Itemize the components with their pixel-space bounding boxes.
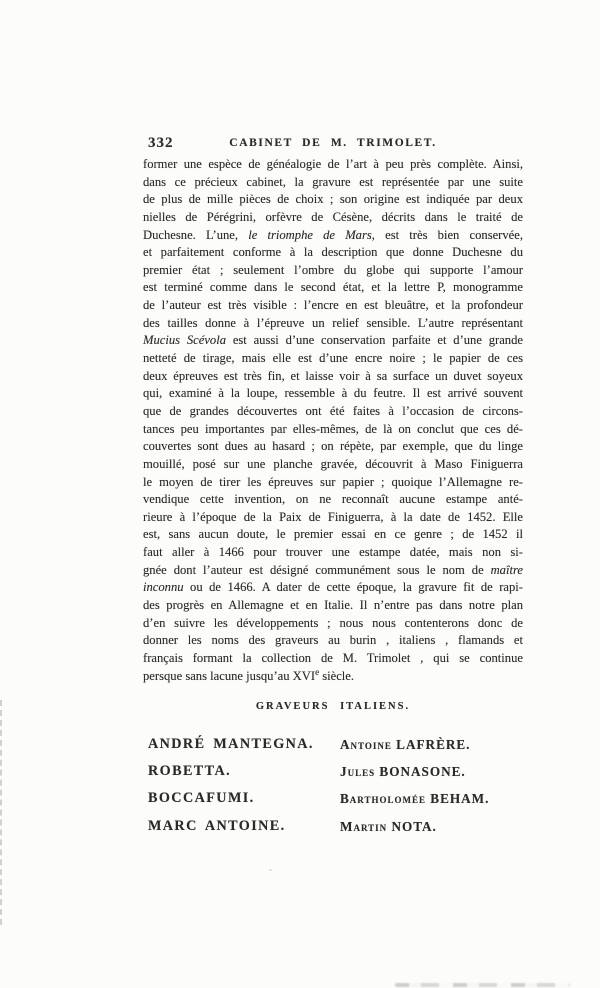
engraver-name xyxy=(340,731,489,758)
text-line xyxy=(143,456,523,474)
text-line xyxy=(143,650,523,668)
engraver-name xyxy=(340,758,489,785)
text-segment: est, sans aucun doute, le premier essai en ce genre ; de 1452 il xyxy=(143,527,523,542)
text-line xyxy=(143,227,523,245)
text-line xyxy=(143,474,523,492)
engravers-column-left xyxy=(148,731,314,840)
engraver-surname: NOTA. xyxy=(391,818,437,834)
text-segment: dans ce précieux cabinet, la gravure est représentée par une suite xyxy=(143,174,523,189)
text-line xyxy=(143,385,523,403)
text-segment: persque sans lacune jusqu’au XVI xyxy=(143,668,316,683)
superscript-text: e xyxy=(315,666,320,677)
text-line xyxy=(143,262,523,280)
engraver-name: MARC ANTOINE. xyxy=(148,817,286,834)
text-segment: netteté de tirage, mais elle est d’une encre noire ; le papier de ces xyxy=(143,351,523,366)
text-line xyxy=(143,668,523,686)
engraver-name: ANDRÉ MANTEGNA. xyxy=(148,736,314,752)
engraver-given-name: Antoine xyxy=(340,737,397,752)
italic-text: maître xyxy=(490,562,523,577)
engraver-surname: LAFRÈRE. xyxy=(396,737,471,752)
text-segment: , est très bien conservée, xyxy=(371,227,523,242)
engraver-name xyxy=(340,785,489,812)
scan-binding-marks xyxy=(0,700,2,925)
running-header xyxy=(143,135,523,155)
text-segment: couvertes sont dues au hasard ; on répète, par exemple, que du linge xyxy=(143,439,523,454)
text-segment: français formant la collection de M. Trimolet , qui se continue xyxy=(143,650,523,665)
text-line xyxy=(143,615,523,633)
text-segment: que de grandes découvertes ont été faites à l’occasion de circons- xyxy=(143,403,523,418)
text-line xyxy=(143,438,523,456)
italic-text: inconnu xyxy=(143,580,184,595)
text-line xyxy=(143,421,523,439)
italic-text: le triomphe de Mars xyxy=(248,227,372,242)
text-line xyxy=(143,279,523,297)
text-segment: premier état ; seulement l’ombre du globe qui supporte l’amour xyxy=(143,262,523,277)
text-segment: ou de 1466. A dater de cette époque, la gravure fit de rapi- xyxy=(183,580,523,595)
text-line xyxy=(143,632,523,650)
text-line xyxy=(143,597,523,615)
text-line xyxy=(143,350,523,368)
text-segment: rieure à l’époque de la Paix de Finiguerra, à la date de 1452. Elle xyxy=(143,509,523,524)
scan-speck xyxy=(269,869,272,871)
text-segment: des tailles donne à l’épreuve un relief sensible. L’autre représentant xyxy=(143,315,523,330)
text-segment: de l’auteur est très visible : l’encre en est bleuâtre, et la profondeur xyxy=(143,298,523,313)
engraver-surname: BONASONE. xyxy=(379,764,466,780)
text-segment: vendique cette invention, on ne reconnaît aucune estampe anté- xyxy=(143,492,523,507)
running-title: CABINET DE M. TRIMOLET. xyxy=(229,137,437,149)
text-line xyxy=(143,403,523,421)
text-line xyxy=(143,156,523,174)
engraver-name: BOCCAFUMI. xyxy=(148,790,255,807)
text-segment: et parfaitement conforme à la description que donne Duchesne du xyxy=(143,245,523,260)
text-segment: nielles de Pérégrini, orfèvre de Césène, décrits dans le traité de xyxy=(143,209,523,224)
text-segment: donner les noms des graveurs au burin , italiens , flamands et xyxy=(143,633,523,648)
italic-text: Mucius Scévola xyxy=(143,333,227,348)
text-line xyxy=(143,209,523,227)
text-line xyxy=(143,315,523,333)
text-segment: de plus de mille pièces de choix ; son origine est indiquée par deux xyxy=(143,192,523,207)
text-line xyxy=(143,562,523,580)
text-segment: tances peu importantes par elles-mêmes, de là on conclut que ces dé- xyxy=(143,421,523,436)
engraver-name: ROBETTA. xyxy=(148,763,232,780)
text-segment: siècle. xyxy=(319,668,355,683)
text-segment: Duchesne. L’une, xyxy=(143,227,249,242)
text-line xyxy=(143,368,523,386)
engraver-surname: BEHAM. xyxy=(430,791,490,807)
text-line xyxy=(143,174,523,192)
text-line xyxy=(143,191,523,209)
scan-smudge xyxy=(395,983,570,987)
text-segment: d’en suivre les développements ; nous nous contenterons donc de xyxy=(143,615,523,630)
text-line xyxy=(143,526,523,544)
text-line xyxy=(143,332,523,350)
text-segment: le moyen de tirer les épreuves sur papier ; quoique l’Allemagne re- xyxy=(143,474,523,489)
text-line xyxy=(143,509,523,527)
text-line xyxy=(143,491,523,509)
text-segment: faut aller à 1466 pour trouver une estampe datée, mais non si- xyxy=(143,545,523,560)
text-segment: former une espèce de généalogie de l’art à peu près complète. Ainsi, xyxy=(143,157,523,171)
text-line xyxy=(143,579,523,597)
engravers-column-right xyxy=(340,731,489,840)
text-line xyxy=(143,544,523,562)
engraver-given-name: Martin xyxy=(340,818,392,834)
text-segment: deux épreuves est très fin, et laisse voir à sa surface un duvet soyeux xyxy=(143,368,523,383)
engraver-given-name: Bartholomée xyxy=(340,791,431,807)
engraver-name xyxy=(340,813,489,840)
text-segment: mouillé, posé sur une planche gravée, découvrit à Maso Finiguerra xyxy=(143,456,523,471)
text-segment: est terminé comme dans le second état, et la lettre P, monogramme xyxy=(143,280,523,295)
page-number: 332 xyxy=(148,135,174,151)
text-segment: gnée dont l’auteur est désigné communément sous le nom de xyxy=(143,562,491,577)
text-line xyxy=(143,244,523,262)
engraver-given-name: Jules xyxy=(340,764,380,780)
text-line xyxy=(143,297,523,315)
text-segment: qui, examiné à la loupe, ressemble à du feutre. Il est arrivé souvent xyxy=(143,386,523,401)
text-segment: des progrès en Allemagne et en Italie. Il n’entre pas dans notre plan xyxy=(143,598,523,613)
body-paragraph xyxy=(143,156,523,685)
section-heading: GRAVEURS ITALIENS. xyxy=(255,701,411,712)
text-segment: est aussi d’une conservation parfaite et d’une grande xyxy=(226,333,523,348)
